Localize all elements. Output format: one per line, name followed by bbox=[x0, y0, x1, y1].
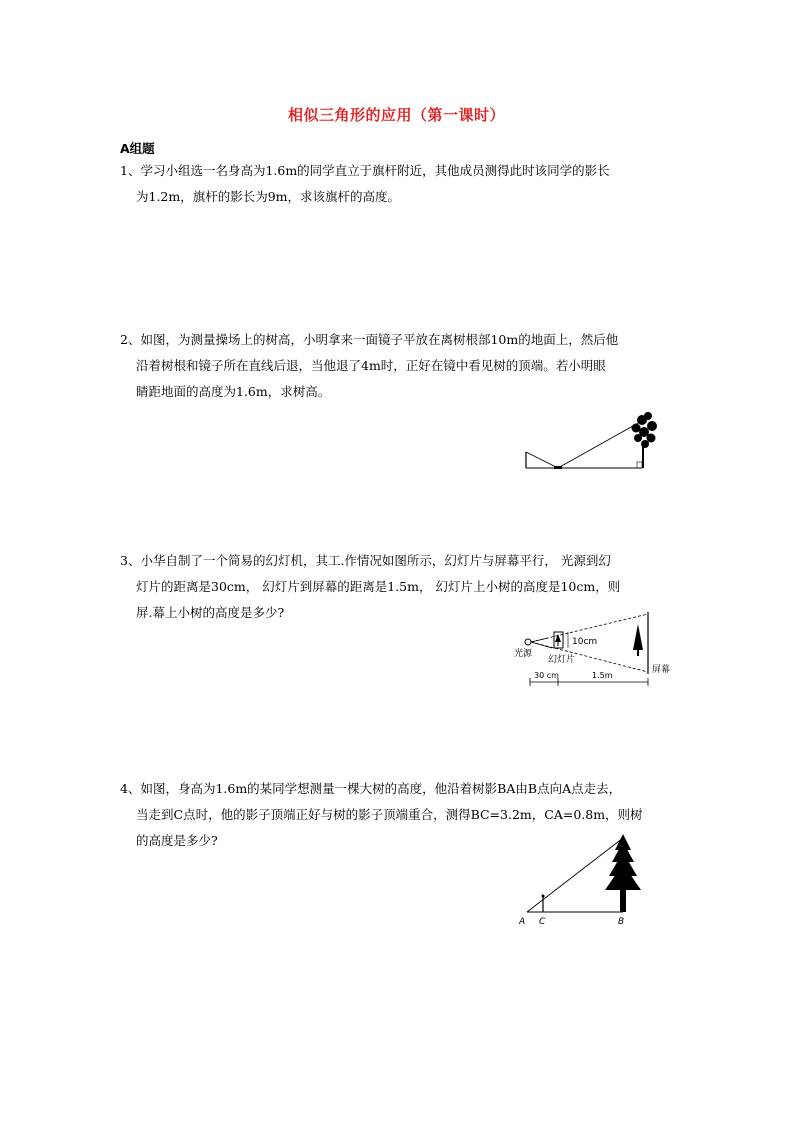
point-c-label: C bbox=[539, 917, 546, 927]
screen-tree-icon bbox=[633, 624, 643, 650]
screen-label: 屏幕 bbox=[652, 665, 671, 675]
slide-label: 幻灯片 bbox=[548, 655, 576, 665]
question-2-line-1: 2、如图，为测量操场上的树高，小明拿来一面镜子平放在离树根部10m的地面上，然后他 bbox=[120, 332, 619, 347]
question-2-line-3: 睛距地面的高度为1.6m，求树高。 bbox=[136, 384, 331, 399]
projector-figure bbox=[512, 612, 682, 692]
question-1 bbox=[120, 158, 680, 210]
light-label: 光源 bbox=[514, 649, 533, 659]
question-2-line-2: 沿着树根和镜子所在直线后退，当他退了4m时，正好在镜中看见树的顶端。若小明眼 bbox=[136, 358, 606, 373]
question-4-line-3: 的高度是多少? bbox=[136, 833, 218, 848]
height-label: 10cm bbox=[572, 637, 598, 647]
page-title: 相似三角形的应用（第一课时） bbox=[287, 106, 505, 124]
group-label: A组题 bbox=[120, 141, 155, 156]
point-b-label: B bbox=[618, 917, 625, 927]
mirror-tree-figure bbox=[520, 408, 665, 472]
distance-1-5m-label: 1.5m bbox=[592, 671, 613, 680]
point-a-label: A bbox=[519, 917, 526, 927]
tree-icon bbox=[605, 834, 641, 912]
question-1-line-1: 1、学习小组选一名身高为1.6m的同学直立于旗杆附近，其他成员测得此时该同学的影长 bbox=[120, 163, 610, 178]
question-2 bbox=[120, 327, 680, 405]
question-3-line-3: 屏.幕上小树的高度是多少? bbox=[136, 605, 285, 620]
question-1-line-2: 为1.2m，旗杆的影长为9m，求该旗杆的高度。 bbox=[136, 189, 401, 204]
distance-30cm-label: 30 cm bbox=[534, 671, 559, 680]
question-4-line-1: 4、如图，身高为1.6m的某同学想测量一棵大树的高度，他沿着树影BA由B点向A点走去， bbox=[120, 781, 622, 796]
tree-icon bbox=[632, 412, 658, 448]
question-4-line-2: 当走到C点时，他的影子顶端正好与树的影子顶端重合，测得BC=3.2m，CA=0.8m，则树 bbox=[136, 807, 643, 822]
shadow-tree-figure bbox=[515, 830, 655, 930]
question-3-line-2: 灯片的距离是30cm， 幻灯片到屏幕的距离是1.5m， 幻灯片上小树的高度是10cm，则 bbox=[136, 579, 621, 594]
question-3-line-1: 3、小华自制了一个简易的幻灯机，其工.作情况如图所示，幻灯片与屏幕平行， 光源到幻 bbox=[120, 553, 611, 568]
